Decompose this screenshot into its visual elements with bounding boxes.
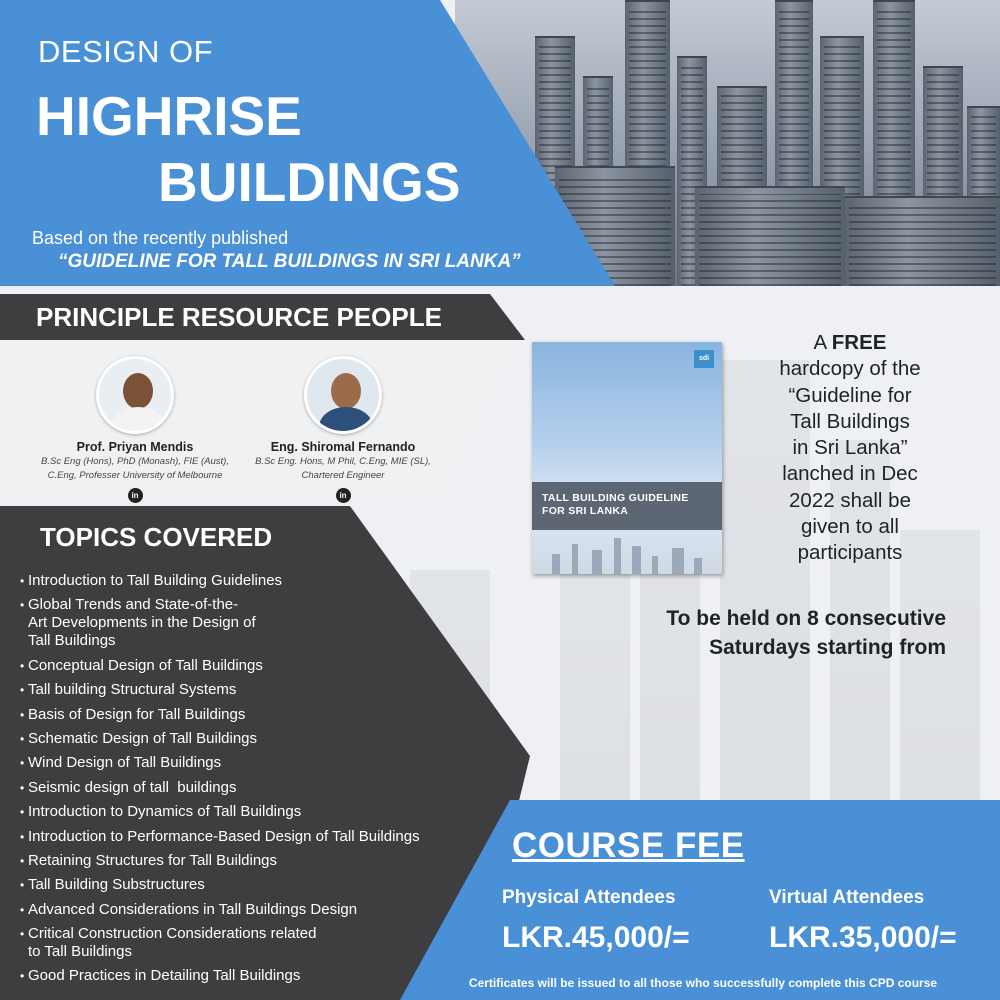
- list-item: • Wind Design of Tall Buildings: [20, 754, 490, 772]
- person-card: [20, 356, 250, 503]
- guideline-book-cover: [532, 342, 722, 574]
- person-credentials: C.Eng, Professer University of Melbourne: [47, 470, 223, 481]
- list-item: • Introduction to Tall Building Guidelines: [20, 572, 490, 590]
- free-copy-line: given to all: [800, 515, 899, 539]
- list-item: • Tall Building Substructures: [20, 876, 490, 894]
- list-item: • Seismic design of tall buildings: [20, 779, 490, 797]
- certificate-note: Certificates will be issued to all those who successfully complete this CPD course: [468, 976, 938, 990]
- resource-people-heading: PRINCIPLE RESOURCE PEOPLE: [36, 302, 442, 332]
- schedule-notice: [590, 604, 946, 662]
- free-copy-notice: [740, 330, 960, 567]
- list-item: • Advanced Considerations in Tall Buildings Design: [20, 901, 490, 919]
- title-line-1: DESIGN OF: [38, 34, 214, 69]
- free-copy-line: lanched in Dec: [782, 462, 918, 486]
- free-copy-emphasis: FREE: [831, 331, 887, 354]
- title-line-3: BUILDINGS: [158, 151, 461, 213]
- free-copy-line: 2022 shall be: [789, 488, 911, 512]
- topics-list: [20, 572, 490, 992]
- list-item: • Conceptual Design of Tall Buildings: [20, 657, 490, 675]
- title-line-2: HIGHRISE: [36, 85, 302, 147]
- physical-fee-value: LKR.45,000/=: [502, 921, 690, 954]
- physical-fee: [502, 887, 690, 955]
- linkedin-icon[interactable]: in: [336, 488, 351, 503]
- virtual-fee: [769, 887, 957, 955]
- avatar: [96, 356, 174, 434]
- free-copy-line: “Guideline for: [788, 383, 912, 407]
- course-fee-heading: COURSE FEE: [512, 826, 745, 865]
- free-copy-line: participants: [797, 541, 903, 565]
- list-item: • Tall building Structural Systems: [20, 681, 490, 699]
- subtitle-line-2: “GUIDELINE FOR TALL BUILDINGS IN SRI LANKA”: [58, 251, 521, 272]
- person-credentials: B.Sc Eng. Hons, M Phil, C.Eng, MIE (SL),: [255, 456, 431, 467]
- sdi-logo: sdi: [694, 350, 714, 368]
- list-item: • Global Trends and State-of-the- Art Developments in the Design of Tall Buildings: [20, 596, 490, 650]
- list-item: • Introduction to Performance-Based Design of Tall Buildings: [20, 828, 490, 846]
- schedule-line-2: Saturdays starting from: [709, 636, 946, 659]
- linkedin-icon[interactable]: in: [128, 488, 143, 503]
- list-item: • Critical Construction Considerations related to Tall Buildings: [20, 925, 490, 961]
- book-skyline: [532, 530, 722, 574]
- free-copy-line: Tall Buildings: [790, 409, 910, 433]
- subtitle-line-1: Based on the recently published: [32, 228, 289, 248]
- free-copy-prefix: A: [813, 331, 832, 354]
- physical-fee-label: Physical Attendees: [502, 887, 676, 908]
- book-title-line-1: TALL BUILDING GUIDELINE: [542, 492, 689, 504]
- schedule-line-1: To be held on 8 consecutive: [666, 607, 946, 630]
- list-item: • Good Practices in Detailing Tall Buildings: [20, 967, 490, 985]
- list-item: • Basis of Design for Tall Buildings: [20, 706, 490, 724]
- virtual-fee-value: LKR.35,000/=: [769, 921, 957, 954]
- list-item: • Introduction to Dynamics of Tall Buildings: [20, 803, 490, 821]
- virtual-fee-label: Virtual Attendees: [769, 887, 925, 908]
- topics-heading: TOPICS COVERED: [40, 522, 273, 552]
- person-credentials: Chartered Engineer: [301, 470, 385, 481]
- book-title: [542, 492, 717, 518]
- list-item: • Retaining Structures for Tall Buildings: [20, 852, 490, 870]
- person-name: Prof. Priyan Mendis: [76, 440, 194, 454]
- free-copy-line: in Sri Lanka”: [792, 436, 908, 460]
- person-card: [228, 356, 458, 503]
- person-credentials: B.Sc Eng (Hons), PhD (Monash), FIE (Aust),: [41, 456, 229, 467]
- book-title-line-2: FOR SRI LANKA: [542, 505, 629, 517]
- person-name: Eng. Shiromal Fernando: [270, 440, 416, 454]
- list-item: • Schematic Design of Tall Buildings: [20, 730, 490, 748]
- avatar: [304, 356, 382, 434]
- free-copy-line: hardcopy of the: [779, 357, 921, 381]
